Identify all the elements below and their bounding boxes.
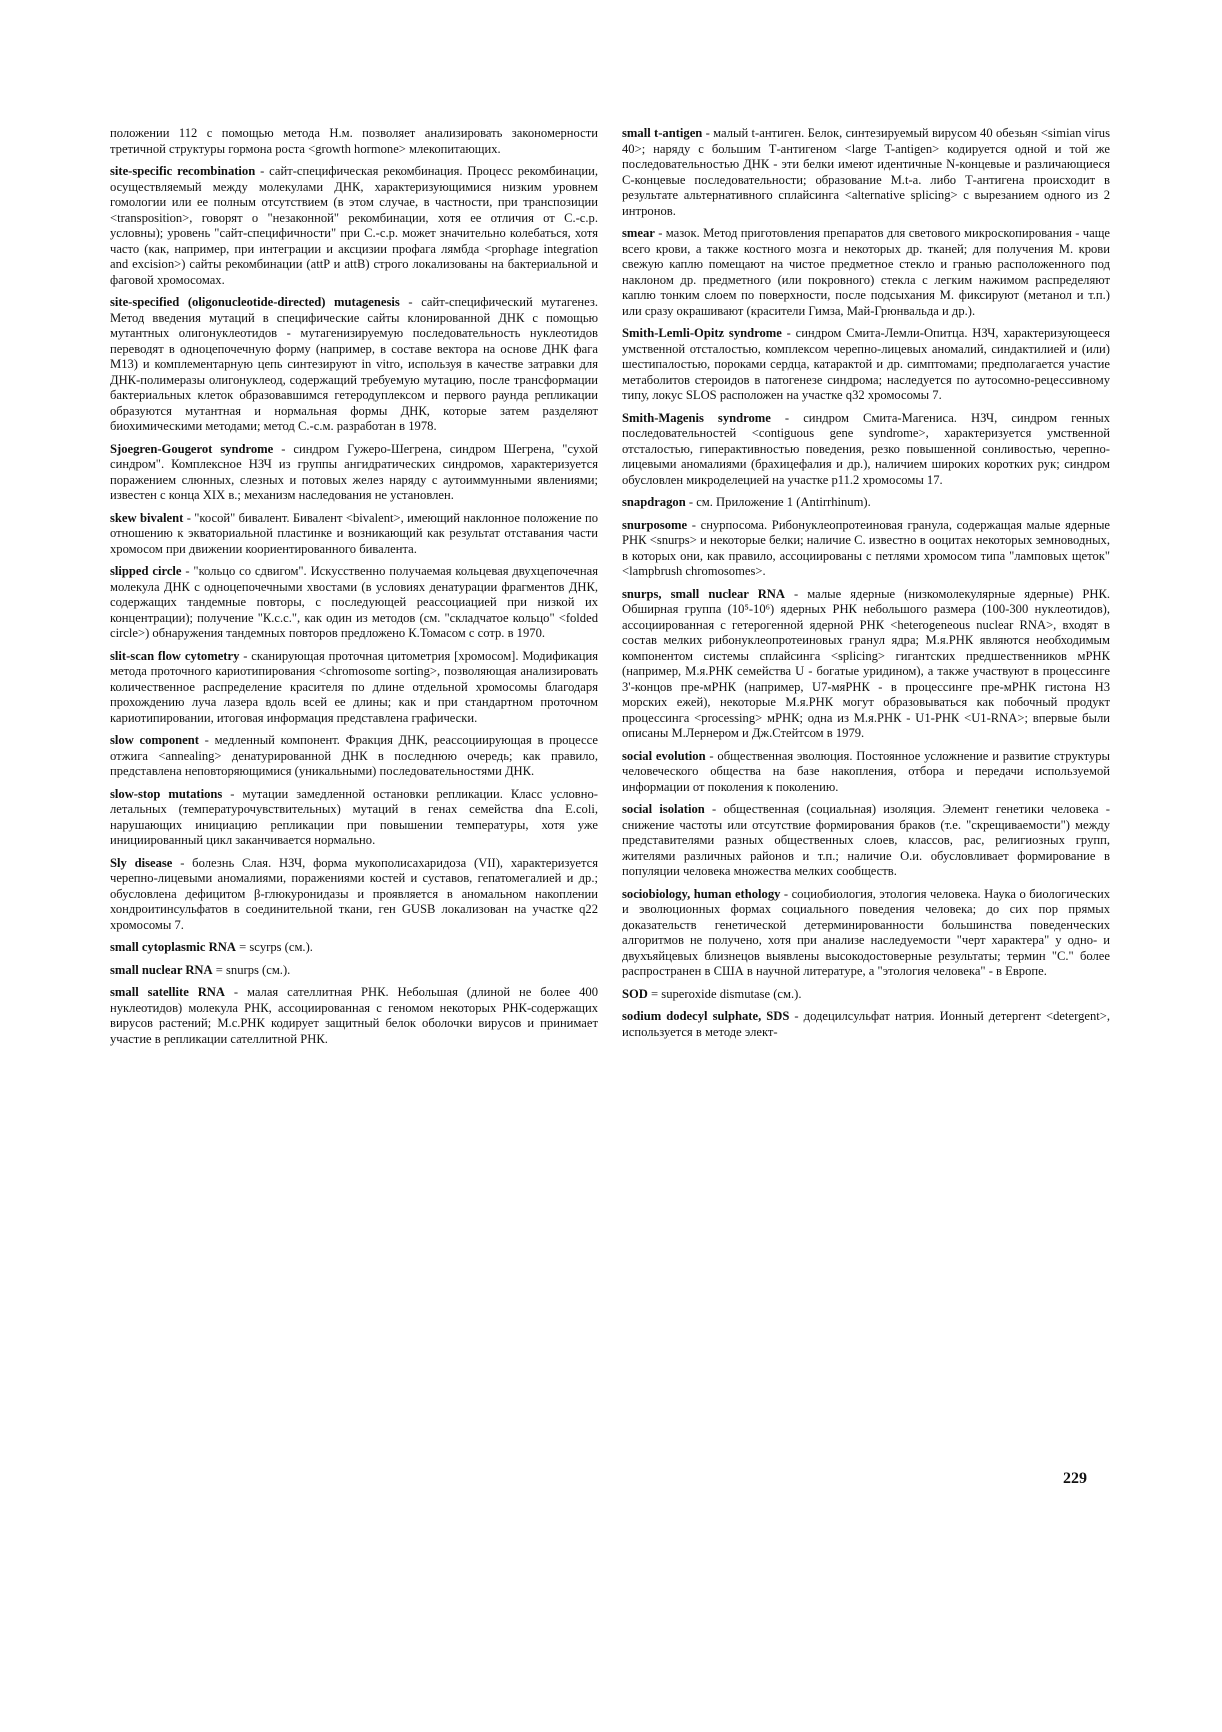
entry-term: small t-antigen (622, 126, 703, 140)
entry-definition: - додецилсульфат натрия. Ионный детергент <detergent>, используется в методе элект- (622, 1009, 1110, 1039)
dictionary-entry (110, 787, 598, 849)
entry-definition: = snurps (см.). (212, 962, 291, 977)
dictionary-entry (110, 564, 598, 642)
entry-definition: - социобиология, этология человека. Наука о биологических и эволюционных формах социального поведения человека; до сих пор прямых доказательств генетической детерминированности большинства поведенческих алгоритмов не получено, хотя при анализе наследуемости "черт характера" у одно- и двухъяйцевых близнецов выявлены высокодостоверные результаты; термин "С." более распространен в США в научной литературе, а "этология человека" - в Европе. (622, 886, 1111, 978)
right-column (622, 126, 1110, 1047)
entry-definition: - "косой" бивалент. Бивалент <bivalent>, имеющий наклонное положение по отношению к экваториальной пластинке и возникающий как результат отставания части хромосом при движении коориентированного бивалента. (110, 510, 599, 556)
dictionary-entry (622, 126, 1110, 219)
entry-definition: - синдром Гужеро-Шегрена, синдром Шегрена, "сухой синдром". Комплексное НЗЧ из группы ангидратических синдромов, характеризуется поражением слюнных, слезных и потовых желез наряду с аутоиммунными явлениями; известен с конца XIX в.; механизм наследования не установлен. (110, 441, 598, 502)
dictionary-entry (110, 295, 598, 435)
entry-definition: - общественная эволюция. Постоянное усложнение и развитие структуры человеческого общества на базе накопления, отбора и передачи используемой информации от поколения к поколению. (622, 748, 1110, 794)
entry-term: sodium dodecyl sulphate, SDS (622, 1009, 790, 1023)
entry-term: slipped circle (110, 564, 182, 578)
entry-definition: - мазок. Метод приготовления препаратов для светового микроскопирования - чаще всего крови, а также костного мозга и некоторых др. тканей; для получения М. крови свежую каплю помещают на чистое предметное стекло и гранью расположенного под наклоном др. предметного (или покровного) стекла с легким нажимом распределяют каплю тонким слоем по поверхности, после подсыхания М. фиксируют (метанол и т.п.) или сразу окрашивают (красители Гимза, Май-Грюнвальда и др.). (622, 226, 1110, 318)
entry-definition: - медленный компонент. Фракция ДНК, реассоциирующая в процессе отжига <annealing> денатурированной ДНК в последнюю очередь; как правило, представлена неповторяющимися (уникальными) последовательностями ДНК. (110, 733, 598, 778)
dictionary-entry (622, 1009, 1110, 1040)
entry-term: skew bivalent (110, 510, 184, 525)
dictionary-entry (110, 511, 598, 558)
entry-definition: - мутации замедленной остановки репликации. Класс условно-летальных (температурочувствительных) мутаций в генах семейства dna E.coli, нарушающих инициацию репликации при повышении температуры, хотя уже инициированный цикл заканчивается нормально. (110, 786, 598, 847)
entry-definition: = scyrps (см.). (235, 940, 313, 954)
dictionary-entry (622, 518, 1110, 580)
entry-definition: положении 112 с помощью метода H.м. позволяет анализировать закономерности третичной структуры гормона роста <growth hormone> млекопитающих. (110, 126, 598, 156)
entry-definition: - малые ядерные (низкомолекулярные ядерные) РНК. Обширная группа (10⁵-10⁶) ядерных РНК небольшого размера (100-300 нуклеотидов), ассоциированная с гетерогенной ядерной РНК <heterogeneous nuclear RNA>, входят в состав мелких рибонуклеопротеиновых гранул ядра; М.я.РНК являются необходимым компонентом системы сплайсинга <splicing> гигантских предшественников мРНК (например, М.я.РНК семейства U - богатые уридином), а также участвуют в процессинге 3'-концов пре-мРНК (например, U7-мяРНК - в процессинге пре-мРНК гистона Н3 морских ежей), некоторые М.я.РНК могут образовываться как побочный продукт процессинга <processing> мРНК; одна из М.я.РНК - U1-РНК <U1-RNA>; впервые были описаны М.Лернером и Дж.Стейтсом в 1979. (622, 586, 1110, 740)
dictionary-entry (110, 649, 598, 727)
dictionary-entry (110, 963, 598, 979)
entry-term: smear (622, 226, 655, 240)
dictionary-entry (622, 802, 1110, 880)
entry-definition: - "кольцо со сдвигом". Искусственно получаемая кольцевая двухцепочечная молекула ДНК с одноцепочечными хвостами (в условиях денатурации фрагментов ДНК, содержащих тандемные повторы, с последующей реассоциацией при низкой их концентрации); получение "К.с.с.", как один из методов (см. "складчатое кольцо" <folded circle>) обнаружения тандемных повторов предложено К.Томасом с сотр. в 1970. (110, 564, 598, 640)
page-number: 229 (1063, 1470, 1087, 1487)
dictionary-entry (622, 749, 1110, 796)
entry-definition: - синдром Смита-Магениса. НЗЧ, синдром генных последовательностей <contiguous gene syndrome>, характеризуется умственной отсталостью, гиперактивностью поведения, резко повышенной сонливостью, черепно-лицевыми аномалиями (брахицефалия и др.), наличием широких коротких рук; синдром обусловлен микроделецией на участке p11.2 хромосомы 17. (622, 410, 1111, 487)
entry-definition: - см. Приложение 1 (Antirrhinum). (685, 495, 871, 509)
entry-term: Sly disease (110, 855, 173, 870)
entry-term: social evolution (622, 748, 706, 763)
entry-definition: - малая сателлитная РНК. Небольшая (длиной не более 400 нуклеотидов) молекула РНК, ассоциированная с геномом некоторых РНК-содержащих вирусов растений; М.с.РНК кодирует защитный белок оболочки вирусов и принимает участие в репликации сателлитной РНК. (110, 985, 599, 1046)
entry-definition: - малый t-антиген. Белок, синтезируемый вирусом 40 обезьян <simian virus 40>; наряду с большим Т-антигеном <large T-antigen> кодируется одной и той же последовательностью ДНК - эти белки имеют идентичные N-концевые и различающиеся С-концевые последовательности; образование М.t-a. либо Т-антигена происходит в результате альтернативного сплайсинга <alternative splicing> с вырезанием одного из 2 интронов. (622, 126, 1110, 218)
dictionary-entry (110, 733, 598, 780)
entry-definition: - снурпосома. Рибонуклеопротеиновая гранула, содержащая малые ядерные РНК <snurps> и некоторые белки; наличие С. известно в ооцитах некоторых земноводных, в которых они, как правило, ассоциированы с петлями хромосом типа "ламповых щеток" <lampbrush chromosomes>. (622, 517, 1110, 578)
entry-term: Sjoegren-Gougerot syndrome (110, 441, 274, 456)
entry-definition: - сайт-специфический мутагенез. Метод введения мутаций в специфические сайты клонированной ДНК с помощью мутантных олигонуклеотидов - мутагенизируемую последовательность нуклеотидов переводят в одноцепочечную форму (например, в составе вектора на основе ДНК фага M13) и комплементарную цепь синтезируют in vitro, используя в качестве затравки для ДНК-полимеразы олигонуклеод, содержащий требуемую мутацию, после трансформации бактериальных клеток образовавшимся гетеродуплексом и первого раунда репликации образуются мутантная и нормальная формы ДНК, которые затем разделяют биохимическими методами; метод С.-с.м. разработан в 1978. (110, 295, 598, 433)
entry-term: slow component (110, 733, 199, 747)
left-column (110, 126, 598, 1054)
entry-definition: - сайт-специфическая рекомбинация. Процесс рекомбинации, осуществляемый между молекулами ДНК, характеризующимися низким уровнем гомологии или ее полным отсутствием (в этом случае, в частности, при транспозиции <transposition>, говорят о "незаконной" рекомбинации, хотя ее отличия от С.-с.р. условны); уровень "сайт-специфичности" при С.-с.р. может значительно колебаться, хотя часто (как, например, при интеграции и аксцизии профага лямбда <prophage integration and excision>) сайты рекомбинации (attP и attB) строго локализованы на бактериальной и фаговой хромосомах. (110, 164, 598, 287)
dictionary-entry (622, 887, 1110, 980)
entry-term: snapdragon (622, 495, 686, 509)
entry-term: social isolation (622, 802, 705, 816)
entry-definition: - общественная (социальная) изоляция. Элемент генетики человека - снижение частоты или отсутствие формирования браков (т.е. "скрещиваемости") между представителями разных общественных слоев, классов, рас, религиозных групп, жителями различных районов и т.п.; наличие О.и. обусловливает формирование в популяции человека множества мелких сообществ. (622, 802, 1111, 878)
entry-definition: = superoxide dismutase (см.). (647, 986, 802, 1001)
dictionary-entry (622, 411, 1110, 489)
dictionary-entry (622, 326, 1110, 404)
dictionary-entry (622, 987, 1110, 1003)
entry-definition: - болезнь Слая. НЗЧ, форма мукополисахаридоза (VII), характеризуется черепно-лицевыми аномалиями, поражениями костей и суставов, гепатомегалией и др.; обусловлена дефицитом β-глюкуронидазы и проявляется в аномальном накоплении хондроитинсульфатов в соединительной ткани, ген GUSB локализован на участке q22 хромосомы 7. (110, 855, 599, 932)
entry-term: small cytoplasmic RNA (110, 940, 236, 954)
entry-term: SOD (622, 986, 648, 1001)
dictionary-entry (110, 126, 598, 157)
entry-term: Smith-Lemli-Opitz syndrome (622, 326, 782, 340)
entry-term: Smith-Magenis syndrome (622, 410, 771, 425)
dictionary-entry (110, 940, 598, 956)
entry-term: snurps, small nuclear RNA (622, 586, 786, 601)
dictionary-entry (110, 856, 598, 934)
dictionary-entry (110, 985, 598, 1047)
entry-term: small satellite RNA (110, 985, 225, 999)
entry-term: sociobiology, human ethology (622, 886, 781, 901)
entry-term: site-specific recombination (110, 164, 256, 178)
dictionary-entry (110, 164, 598, 288)
entry-definition: - сканирующая проточная цитометрия [хромосом]. Модификация метода проточного кариотипирования <chromosome sorting>, позволяющая анализировать количественное распределение красителя по длине отдельной хромосомы благодаря прохождению луча лазера вдоль всей ее длины; как и при стандартном проточном кариотипировании, итоговая информация представлена графически. (110, 648, 599, 725)
entry-definition: - синдром Смита-Лемли-Опитца. НЗЧ, характеризующееся умственной отсталостью, комплексом черепно-лицевых аномалий, синдактилией и (или) шестипалостью, пороками сердца, катарактой и др. симптомами; предполагается участие метаболитов стероидов в патогенезе синдрома; наследуется по аутосомно-рецессивному типу, локус SLOS расположен на участке q32 хромосомы 7. (622, 326, 1110, 402)
entry-term: site-specified (oligonucleotide-directed) mutagenesis (110, 295, 400, 309)
dictionary-entry (622, 587, 1110, 742)
entry-term: slow-stop mutations (110, 786, 223, 801)
entry-term: snurposome (622, 517, 688, 532)
dictionary-entry (622, 226, 1110, 319)
entry-term: small nuclear RNA (110, 962, 213, 977)
dictionary-entry (622, 495, 1110, 511)
entry-term: slit-scan flow cytometry (110, 648, 240, 663)
dictionary-entry (110, 442, 598, 504)
